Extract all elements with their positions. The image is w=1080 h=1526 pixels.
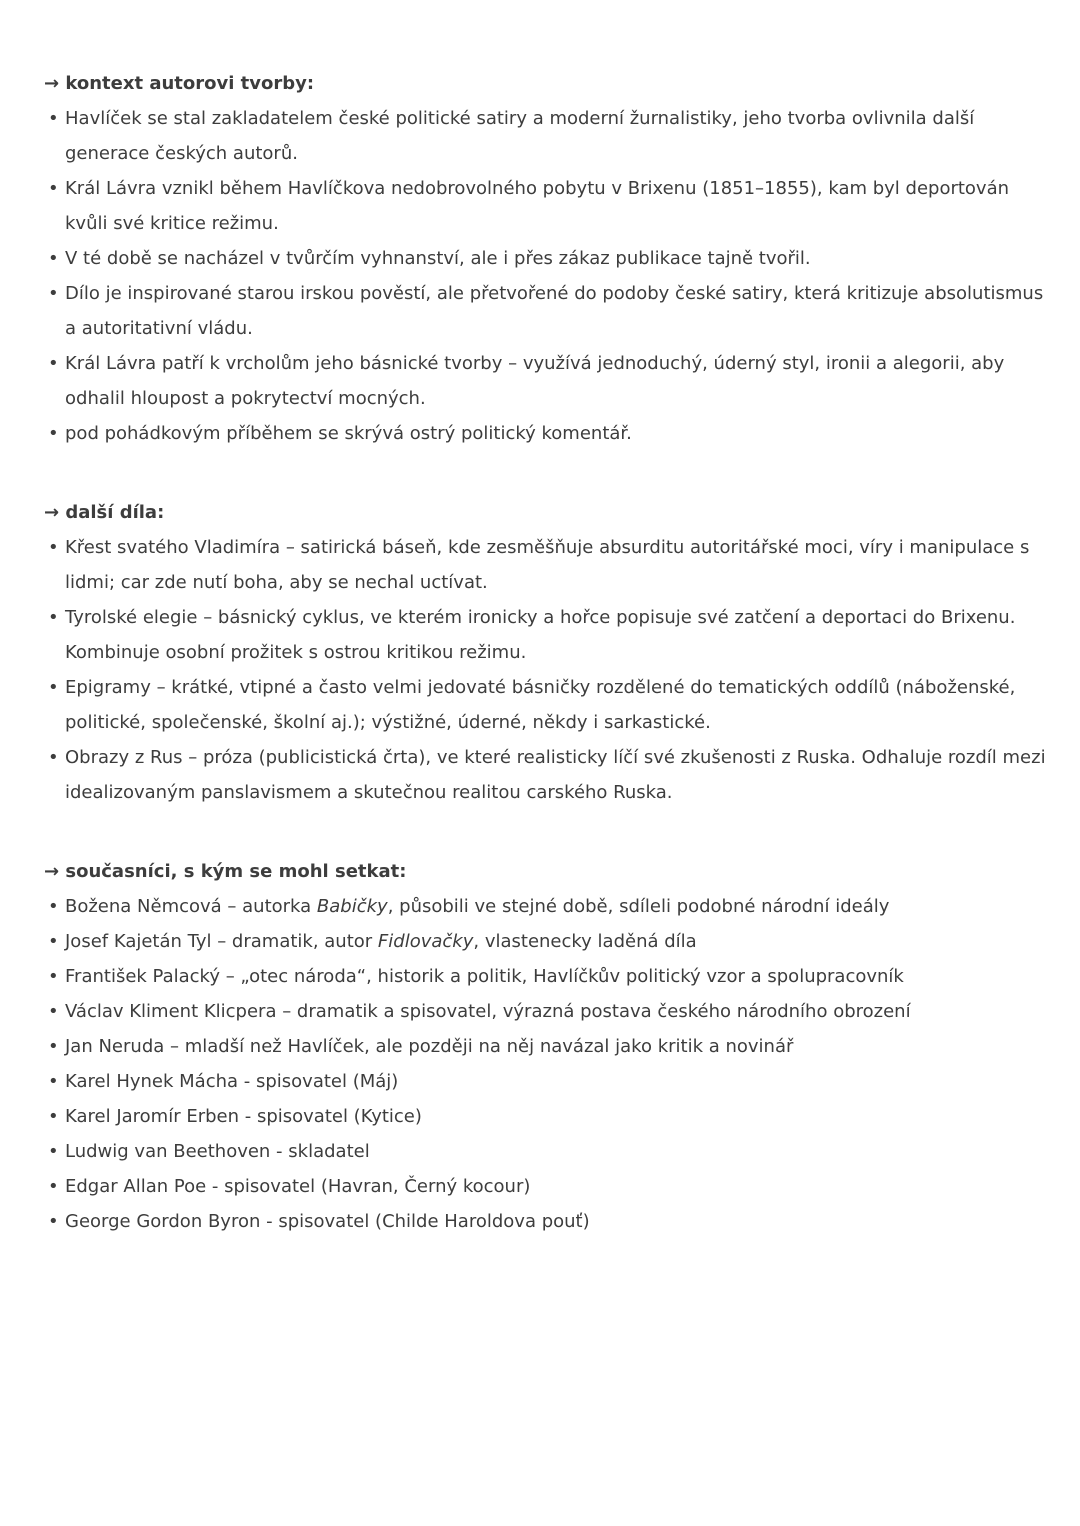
bullet-text: Václav Kliment Klicpera – dramatik a spisovatel, výrazná postava českého národního obrození [65, 1001, 911, 1022]
bullet-text: Král Lávra vznikl během Havlíčkova nedobrovolného pobytu v Brixenu (1851–1855), kam byl deportován kvůli své kritice režimu. [65, 178, 1010, 234]
sections-container [44, 66, 1050, 1239]
bullet-text: Dílo je inspirované starou irskou pověstí, ale přetvořené do podoby české satiry, která kritizuje absolutismus a autoritativní vládu. [65, 283, 1044, 339]
bullet-item [44, 1169, 1050, 1204]
bullet-text: pod pohádkovým příběhem se skrývá ostrý politický komentář. [65, 423, 632, 444]
bullet-marker: • [48, 1176, 59, 1197]
section-heading [44, 66, 1050, 101]
bullet-marker: • [48, 1036, 59, 1057]
bullet-text: Karel Jaromír Erben - spisovatel (Kytice) [65, 1106, 422, 1127]
arrow-icon: → [44, 861, 66, 882]
bullet-marker: • [48, 1211, 59, 1232]
bullet-text: Jan Neruda – mladší než Havlíček, ale později na něj navázal jako kritik a novinář [65, 1036, 794, 1057]
bullet-list [44, 530, 1050, 810]
bullet-item [44, 740, 1050, 810]
bullet-text: Ludwig van Beethoven - skladatel [65, 1141, 370, 1162]
bullet-text: George Gordon Byron - spisovatel (Childe Haroldova pouť) [65, 1211, 590, 1232]
bullet-item [44, 889, 1050, 924]
bullet-text: Tyrolské elegie – básnický cyklus, ve kterém ironicky a hořce popisuje své zatčení a deportaci do Brixenu. Kombinuje osobní prožitek s ostrou kritikou režimu. [65, 607, 1016, 663]
bullet-item [44, 346, 1050, 416]
bullet-list [44, 101, 1050, 451]
bullet-text: Křest svatého Vladimíra – satirická báseň, kde zesměšňuje absurditu autoritářské moci, víry i manipulace s lidmi; car zde nutí boha, aby se nechal uctívat. [65, 537, 1030, 593]
bullet-item [44, 416, 1050, 451]
bullet-item [44, 241, 1050, 276]
bullet-marker: • [48, 1106, 59, 1127]
text-segment: Božena Němcová – autorka [65, 896, 317, 917]
bullet-item [44, 1134, 1050, 1169]
bullet-marker: • [48, 108, 59, 129]
bullet-item [44, 276, 1050, 346]
bullet-text: Karel Hynek Mácha - spisovatel (Máj) [65, 1071, 399, 1092]
bullet-marker: • [48, 248, 59, 269]
bullet-item [44, 1099, 1050, 1134]
bullet-item [44, 1204, 1050, 1239]
bullet-item [44, 994, 1050, 1029]
bullet-item [44, 670, 1050, 740]
bullet-item [44, 959, 1050, 994]
arrow-icon: → [44, 73, 66, 94]
text-segment: , působili ve stejné době, sdíleli podobné národní ideály [387, 896, 890, 917]
bullet-item [44, 101, 1050, 171]
bullet-marker: • [48, 1141, 59, 1162]
bullet-item [44, 171, 1050, 241]
bullet-text: Havlíček se stal zakladatelem české politické satiry a moderní žurnalistiky, jeho tvorba ovlivnila další generace českých autorů. [65, 108, 975, 164]
bullet-marker: • [48, 1001, 59, 1022]
bullet-text: Epigramy – krátké, vtipné a často velmi jedovaté básničky rozdělené do tematických oddílů (náboženské, politické, společenské, školní aj.); výstižné, úderné, někdy i sarkastické. [65, 677, 1016, 733]
bullet-text: Edgar Allan Poe - spisovatel (Havran, Černý kocour) [65, 1176, 531, 1197]
section-heading [44, 495, 1050, 530]
bullet-marker: • [48, 353, 59, 374]
bullet-marker: • [48, 896, 59, 917]
bullet-item [44, 1064, 1050, 1099]
bullet-marker: • [48, 423, 59, 444]
bullet-text [65, 931, 697, 952]
section-title: současníci, s kým se mohl setkat: [65, 861, 407, 882]
bullet-marker: • [48, 607, 59, 628]
document-section [44, 854, 1050, 1239]
arrow-icon: → [44, 502, 66, 523]
bullet-marker: • [48, 1071, 59, 1092]
text-segment: , vlastenecky laděná díla [473, 931, 697, 952]
bullet-marker: • [48, 283, 59, 304]
bullet-marker: • [48, 966, 59, 987]
bullet-marker: • [48, 677, 59, 698]
bullet-item [44, 924, 1050, 959]
document-section [44, 495, 1050, 810]
section-title: kontext autorovi tvorby: [65, 73, 315, 94]
text-segment: Josef Kajetán Tyl – dramatik, autor [65, 931, 378, 952]
bullet-text: V té době se nacházel v tvůrčím vyhnanství, ale i přes zákaz publikace tajně tvořil. [65, 248, 811, 269]
italic-title-text: Fidlovačky [377, 931, 474, 952]
bullet-item [44, 530, 1050, 600]
bullet-marker: • [48, 178, 59, 199]
bullet-list [44, 889, 1050, 1239]
bullet-marker: • [48, 537, 59, 558]
section-title: další díla: [65, 502, 165, 523]
bullet-text: Král Lávra patří k vrcholům jeho básnické tvorby – využívá jednoduchý, úderný styl, ironii a alegorii, aby odhalil hloupost a pokrytectví mocných. [65, 353, 1005, 409]
section-heading [44, 854, 1050, 889]
italic-title-text: Babičky [316, 896, 388, 917]
document-section [44, 66, 1050, 451]
bullet-text: Obrazy z Rus – próza (publicistická črta), ve které realisticky líčí své zkušenosti z Ruska. Odhaluje rozdíl mezi idealizovaným panslavismem a skutečnou realitou carského Ruska. [65, 747, 1046, 803]
bullet-item [44, 1029, 1050, 1064]
bullet-marker: • [48, 931, 59, 952]
bullet-text: František Palacký – „otec národa“, historik a politik, Havlíčkův politický vzor a spolupracovník [65, 966, 904, 987]
bullet-text [65, 896, 889, 917]
bullet-marker: • [48, 747, 59, 768]
bullet-item [44, 600, 1050, 670]
